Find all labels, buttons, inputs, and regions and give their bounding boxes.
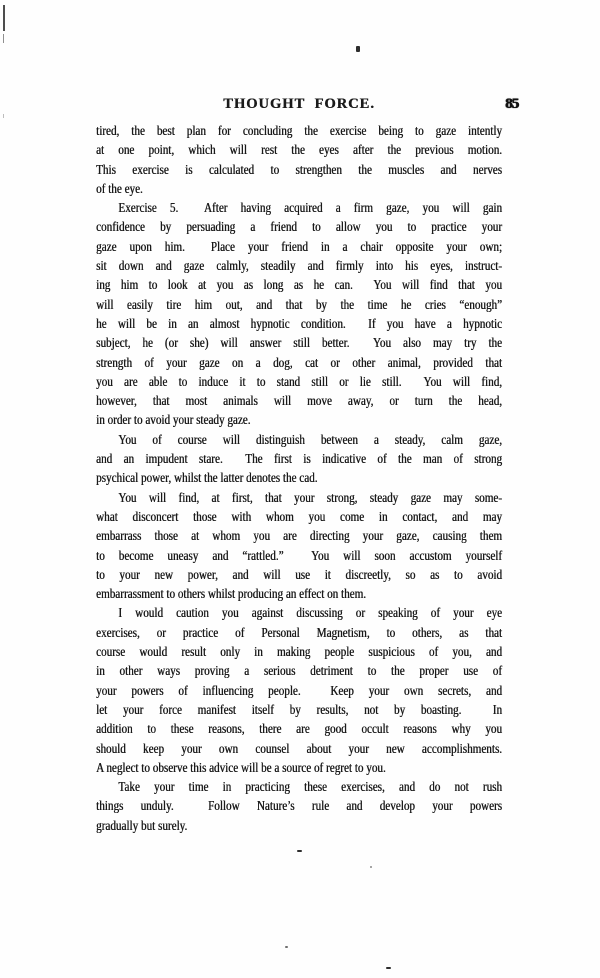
scan-artifact-speck [285, 946, 288, 948]
text-line: tired, the best plan for concluding the exercise being to gaze intently [96, 124, 502, 139]
text-line: I would caution you against discussing or speaking of your eye [118, 606, 502, 622]
running-title: THOUGHT FORCE. [223, 96, 375, 112]
text-line: in order to avoid your steady gaze. [96, 413, 251, 429]
paragraph [96, 199, 502, 431]
text-line: things unduly. Follow Nature’s rule and develop your powers [96, 799, 502, 815]
scan-artifact-speck [356, 46, 360, 52]
page-number: 85 [505, 96, 518, 112]
scan-artifact-speck [297, 850, 302, 852]
text-line: psychical power, whilst the latter denotes the cad. [96, 471, 318, 487]
text-line: your powers of influencing people. Keep your own secrets, and [96, 683, 502, 699]
text-line: embarrass those at whom you are directing your gaze, causing them [96, 529, 502, 545]
text-line: strength of your gaze on a dog, cat or other animal, provided that [96, 355, 502, 371]
scan-artifact-speck [386, 967, 391, 969]
text-line: subject, he (or she) will answer still better. You also may try the [96, 336, 502, 352]
paragraph [96, 122, 502, 199]
paragraph [96, 778, 502, 836]
text-line: Exercise 5. After having acquired a firm gaze, you will gain [118, 201, 502, 217]
text-line: will easily tire him out, and that by the time he cries “enough” [96, 297, 502, 313]
scan-artifact-edge-line [3, 5, 5, 31]
text-line: gaze upon him. Place your friend in a chair opposite your own; [96, 239, 502, 255]
scan-artifact-edge-line [3, 114, 4, 118]
paragraph [96, 489, 502, 605]
scan-artifact-edge-line [3, 34, 4, 43]
text-line: you are able to induce it to stand still or lie still. You will find, [96, 374, 502, 390]
text-line: at one point, which will rest the eyes after the previous motion. [96, 143, 502, 159]
text-line: You will find, at first, that your strong, steady gaze may some- [118, 490, 502, 506]
text-line: let your force manifest itself by results, not by boasting. In [96, 702, 502, 718]
text-line: embarrassment to others whilst producing an effect on them. [96, 587, 366, 603]
text-line: to become uneasy and “rattled.” You will soon accustom yourself [96, 548, 502, 564]
text-line: to your new power, and will use it discreetly, so as to avoid [96, 567, 502, 583]
text-line: course would result only in making people suspicious of you, and [96, 645, 502, 661]
text-line: addition to these reasons, there are good occult reasons why you [96, 722, 502, 738]
paragraph [96, 431, 502, 489]
text-line: ing him to look at you as long as he can. You will find that you [96, 278, 502, 294]
text-line: he will be in an almost hypnotic condition. If you have a hypnotic [96, 316, 502, 332]
text-line: what disconcert those with whom you come in contact, and may [96, 509, 502, 525]
text-line: however, that most animals will move away, or turn the head, [96, 394, 502, 410]
text-line: You of course will distinguish between a steady, calm gaze, [118, 432, 502, 448]
text-line: A neglect to observe this advice will be a source of regret to you. [96, 760, 386, 776]
text-line: confidence by persuading a friend to allow you to practice your [96, 220, 502, 236]
text-line: gradually but surely. [96, 818, 188, 834]
text-line: Take your time in practicing these exercises, and do not rush [118, 780, 502, 796]
text-line: should keep your own counsel about your new accomplishments. [96, 741, 502, 757]
text-line: This exercise is calculated to strengthen the muscles and nerves [96, 162, 502, 178]
text-line: sit down and gaze calmly, steadily and firmly into his eyes, instruct- [96, 259, 502, 275]
text-line: of the eye. [96, 181, 143, 197]
text-block [96, 122, 502, 836]
paragraph [96, 604, 502, 778]
text-line: exercises, or practice of Personal Magnetism, to others, as that [96, 625, 502, 641]
text-line: and an impudent stare. The first is indicative of the man of strong [96, 452, 502, 468]
scan-artifact-speck [370, 866, 372, 868]
text-line: in other ways proving a serious detriment to the proper use of [96, 664, 502, 680]
